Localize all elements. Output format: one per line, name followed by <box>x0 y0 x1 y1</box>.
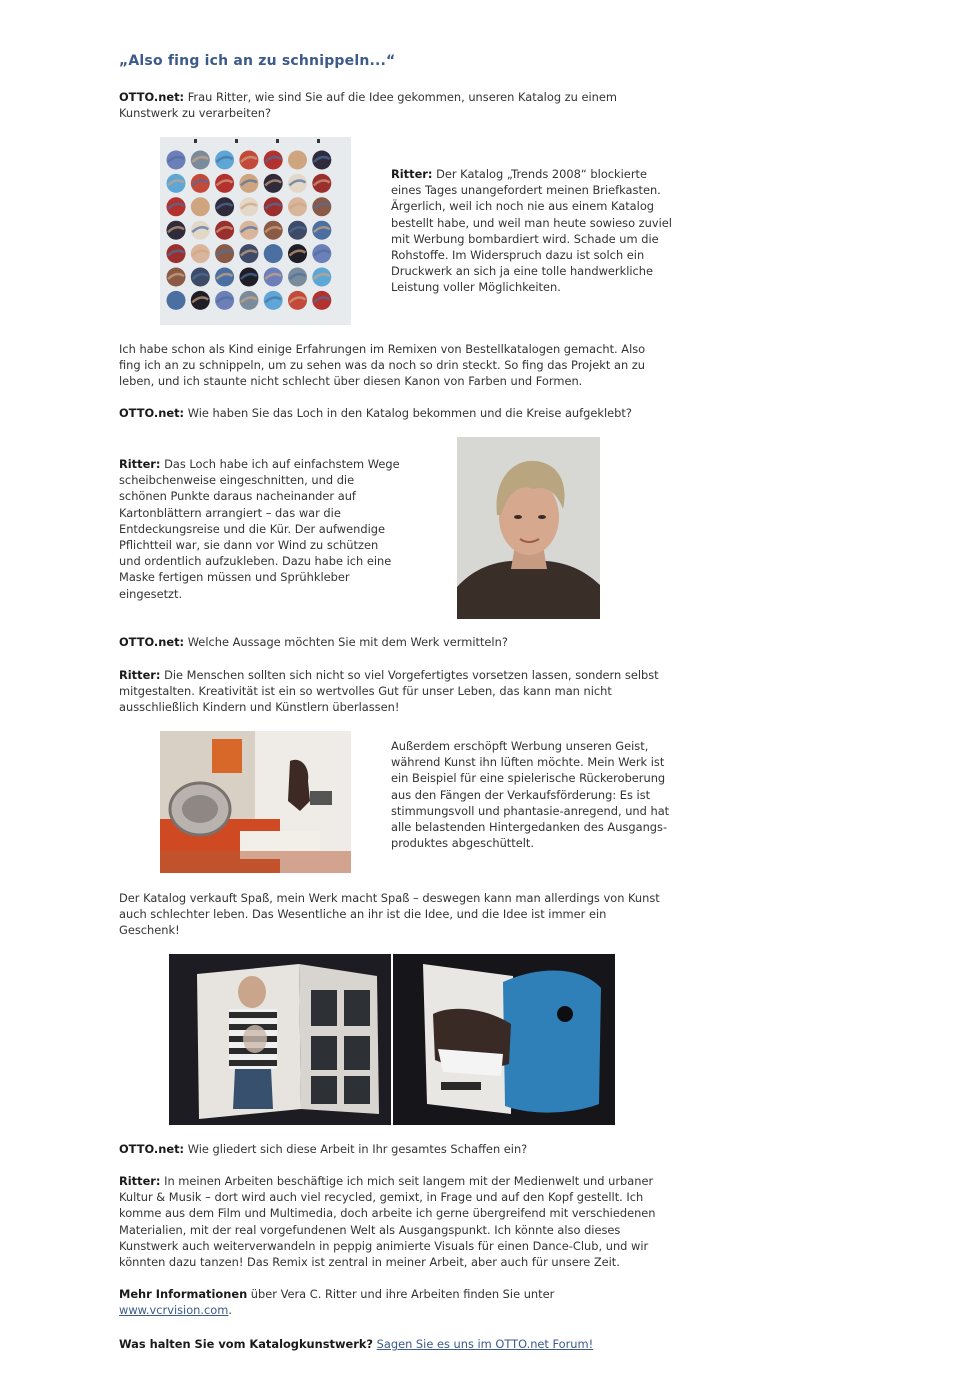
question-3 <box>119 634 664 650</box>
answer-text: Die Menschen sollten sich nicht so viel Vorgefertigtes vorsetzen lassen, sondern selbst mitgestalten. Kreativität ist ein so wertvolles Gut für unser Leben, das kann man nicht ausschließlich Kindern und Künstlern überlassen! <box>119 668 659 715</box>
paragraph-fun: Der Katalog verkauft Spaß, mein Werk macht Spaß – deswegen kann man allerdings von Kunst auch schlechter leben. Das Wesentliche an ihr ist die Idee, und die Idee ist immer ein Geschenk! <box>119 891 660 938</box>
question-text: Frau Ritter, wie sind Sie auf die Idee gekommen, unseren Katalog zu einem Kunstwerk zu verarbeiten? <box>119 90 617 121</box>
speaker-label: Ritter: <box>119 668 161 682</box>
circle-collage-image <box>160 137 351 325</box>
speaker-label: Ritter: <box>391 167 433 181</box>
portrait-photo <box>457 437 600 619</box>
question-1 <box>119 89 664 121</box>
more-info-period: . <box>228 1303 232 1318</box>
speaker-label: Ritter: <box>119 1174 161 1188</box>
question-4 <box>119 1141 664 1157</box>
vcrvision-link[interactable]: www.vcrvision.com <box>119 1303 229 1318</box>
question-2 <box>119 405 664 421</box>
catalog-photo-left <box>169 954 391 1125</box>
forum-link[interactable]: Sagen Sie es uns im OTTO.net Forum! <box>376 1337 594 1351</box>
more-info-text: über Vera C. Ritter und ihre Arbeiten finden Sie unter <box>247 1287 555 1301</box>
question-text: Wie gliedert sich diese Arbeit in Ihr gesamtes Schaffen ein? <box>184 1142 528 1156</box>
article-title: „Also fing ich an zu schnippeln...“ <box>119 53 396 69</box>
speaker-label: OTTO.net: <box>119 406 185 420</box>
question-text: Welche Aussage möchten Sie mit dem Werk vermitteln? <box>184 635 508 649</box>
catalog-hole-photo <box>160 731 351 873</box>
speaker-label: Ritter: <box>119 457 161 471</box>
answer-text: Das Loch habe ich auf einfachstem Wege scheibchenweise eingeschnitten, und die schönen Punkte daraus nacheinander auf Kartonblättern arrangiert – das war die Entdeckungsreise und die Kür. Der aufwendige Pflichtteil war, sie dann vor Wind zu schützen und ordentlich aufzukleben. Dazu habe ich eine Maske fertigen müssen und Sprühkleber eingesetzt. <box>119 457 400 601</box>
more-info-label: Mehr Informationen <box>119 1287 248 1301</box>
closing-question: Was halten Sie vom Katalogkunstwerk? <box>119 1337 374 1351</box>
answer-text: In meinen Arbeiten beschäftige ich mich seit langem mit der Medienwelt und urbaner Kultur & Musik – dort wird auch viel recycled, gemixt, in Frage und auf den Kopf gestellt. Ich komme aus dem Film und Multimedia, doch arbeite ich gerne übergreifend mit verschiedenen Materialien, mit der real vorgefundenen Welt als Ausgangspunkt. Ich könnte also dieses Kunstwerk auch weiterverwandeln in peppig animierte Visuals für einen Dance-Club, und wir könnten dazu tanzen! Das Remix ist zentral in meiner Arbeit, aber auch für unsere Zeit. <box>119 1174 656 1270</box>
question-text: Wie haben Sie das Loch in den Katalog bekommen und die Kreise aufgeklebt? <box>184 406 632 420</box>
closing-line <box>119 1336 664 1352</box>
speaker-label: OTTO.net: <box>119 90 185 104</box>
answer-4 <box>119 1173 664 1270</box>
answer-1 <box>391 166 676 296</box>
answer-text: Der Katalog „Trends 2008“ blockierte eines Tages unangefordert meinen Briefkasten. Ärgerlich, weil ich noch nie aus einem Katalog bestellt habe, und weil man heute sowieso zuviel mit Werbung bombardiert wird. Schade um die Rohstoffe. Im Widerspruch dazu ist solch ein Druckwerk an sich ja eine tolle handwerkliche Leistung voller Möglichkeiten. <box>391 167 672 295</box>
paragraph-advertising: Außerdem erschöpft Werbung unseren Geist, während Kunst ihn lüften möchte. Mein Werk ist ein Beispiel für eine spielerische Rückeroberung aus den Fängen der Verkaufsförderung: Es ist stimmungsvoll und phantasie-anregend, und hat alle belastenden Hintergedanken des Ausgangs-produktes abgeschüttelt. <box>391 739 670 851</box>
speaker-label: OTTO.net: <box>119 635 185 649</box>
paragraph-remix-childhood: Ich habe schon als Kind einige Erfahrungen im Remixen von Bestellkatalogen gemacht. Also fing ich an zu schnippeln, um zu sehen was da noch so drin steckt. So fing das Projekt an zu leben, und ich staunte nicht schlecht über diesen Kanon von Farben und Formen. <box>119 342 646 389</box>
answer-2 <box>119 456 401 602</box>
answer-3 <box>119 667 664 716</box>
more-info <box>119 1286 664 1318</box>
catalog-photo-right <box>393 954 615 1125</box>
speaker-label: OTTO.net: <box>119 1142 185 1156</box>
